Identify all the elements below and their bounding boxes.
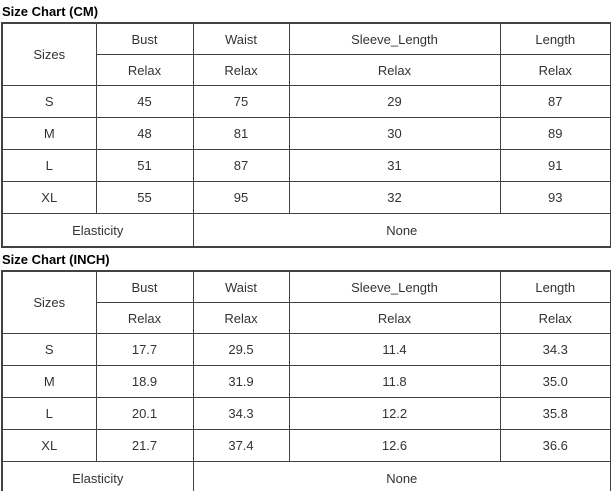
table-row [2,150,611,182]
value-cell: 37.4 [193,430,289,462]
fit-cell: Relax [193,303,289,334]
fit-cell: Relax [289,55,500,86]
elasticity-value-cell: None [193,214,611,248]
column-header-length: Length [500,23,611,55]
value-cell: 17.7 [96,334,193,366]
value-cell: 55 [96,182,193,214]
column-header-bust: Bust [96,23,193,55]
table-row [2,334,611,366]
value-cell: 34.3 [500,334,611,366]
value-cell: 31.9 [193,366,289,398]
value-cell: 45 [96,86,193,118]
table-row [2,398,611,430]
fit-cell: Relax [500,303,611,334]
value-cell: 21.7 [96,430,193,462]
size-cell: M [2,366,96,398]
table-header-row [2,23,611,55]
value-cell: 31 [289,150,500,182]
elasticity-label-cell: Elasticity [2,462,193,491]
fit-cell: Relax [96,55,193,86]
size-cell: S [2,86,96,118]
elasticity-value-cell: None [193,462,611,491]
elasticity-label-cell: Elasticity [2,214,193,248]
value-cell: 51 [96,150,193,182]
fit-cell: Relax [193,55,289,86]
column-header-length: Length [500,271,611,303]
value-cell: 32 [289,182,500,214]
value-cell: 35.0 [500,366,611,398]
value-cell: 81 [193,118,289,150]
size-cell: L [2,150,96,182]
value-cell: 29 [289,86,500,118]
value-cell: 11.4 [289,334,500,366]
fit-cell: Relax [289,303,500,334]
table-header-row [2,271,611,303]
value-cell: 75 [193,86,289,118]
size-cell: XL [2,182,96,214]
fit-cell: Relax [96,303,193,334]
table-row [2,182,611,214]
size-cell: L [2,398,96,430]
value-cell: 36.6 [500,430,611,462]
elasticity-row [2,214,611,248]
size-chart-cm-table [1,22,611,248]
column-header-sleeve-length: Sleeve_Length [289,23,500,55]
value-cell: 30 [289,118,500,150]
sizes-header-cell: Sizes [2,271,96,334]
value-cell: 87 [193,150,289,182]
value-cell: 91 [500,150,611,182]
size-cell: XL [2,430,96,462]
value-cell: 35.8 [500,398,611,430]
table-row [2,86,611,118]
value-cell: 29.5 [193,334,289,366]
value-cell: 87 [500,86,611,118]
table-row [2,118,611,150]
value-cell: 20.1 [96,398,193,430]
value-cell: 89 [500,118,611,150]
column-header-waist: Waist [193,23,289,55]
size-cell: M [2,118,96,150]
value-cell: 34.3 [193,398,289,430]
size-chart-cm-title: Size Chart (CM) [2,4,99,19]
value-cell: 48 [96,118,193,150]
sizes-header-cell: Sizes [2,23,96,86]
size-chart-inch-title: Size Chart (INCH) [2,252,110,267]
table-row [2,366,611,398]
value-cell: 93 [500,182,611,214]
table-row [2,430,611,462]
elasticity-row [2,462,611,491]
size-chart-inch-section [0,248,611,491]
value-cell: 18.9 [96,366,193,398]
column-header-bust: Bust [96,271,193,303]
value-cell: 11.8 [289,366,500,398]
value-cell: 12.2 [289,398,500,430]
fit-cell: Relax [500,55,611,86]
column-header-sleeve-length: Sleeve_Length [289,271,500,303]
value-cell: 12.6 [289,430,500,462]
size-cell: S [2,334,96,366]
value-cell: 95 [193,182,289,214]
column-header-waist: Waist [193,271,289,303]
size-chart-inch-table [1,270,611,491]
